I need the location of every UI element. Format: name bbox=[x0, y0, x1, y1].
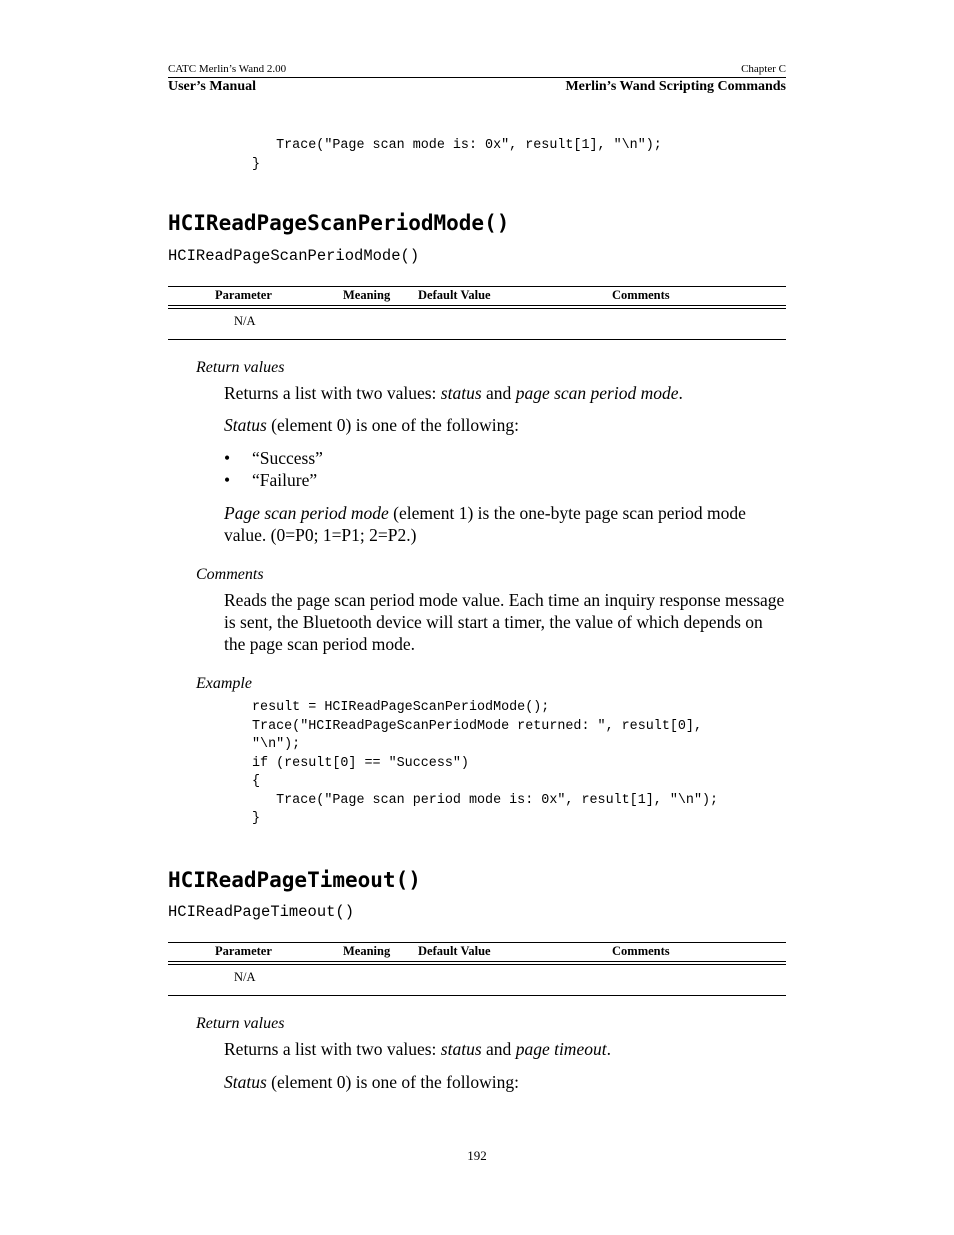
code-line: { bbox=[252, 774, 261, 789]
page-header bbox=[168, 62, 786, 96]
text-run: and bbox=[481, 383, 516, 403]
text-run: . bbox=[606, 1039, 611, 1059]
text-run: (element 0) is one of the following: bbox=[266, 1072, 520, 1092]
column-header-meaning: Meaning bbox=[343, 944, 391, 958]
code-line: Trace("Page scan period mode is: 0x", result[1], "\n"); bbox=[252, 792, 719, 808]
header-chapter: Chapter C bbox=[741, 63, 786, 75]
table-bottom-rule bbox=[168, 995, 786, 996]
code-line: } bbox=[252, 156, 261, 172]
section-title: HCIReadPageTimeout() bbox=[168, 868, 421, 892]
function-signature: HCIReadPageTimeout() bbox=[168, 903, 355, 921]
code-continuation bbox=[252, 137, 662, 174]
example-heading: Example bbox=[196, 675, 252, 692]
code-line: Trace("Page scan mode is: 0x", result[1], "\n"); bbox=[252, 138, 662, 153]
text-run: . bbox=[678, 383, 683, 403]
list-item bbox=[224, 469, 317, 491]
text-run-italic: page timeout bbox=[515, 1039, 607, 1059]
header-bottom-row bbox=[168, 78, 786, 96]
column-header-parameter: Parameter bbox=[215, 288, 272, 302]
return-values-text bbox=[224, 382, 786, 404]
text-run-italic: Status bbox=[224, 1072, 267, 1092]
code-line: "\n"); bbox=[252, 737, 301, 752]
return-values-heading: Return values bbox=[196, 1015, 285, 1032]
column-header-meaning: Meaning bbox=[343, 288, 391, 302]
comments-heading: Comments bbox=[196, 566, 264, 583]
parameter-table bbox=[168, 286, 786, 340]
list-item-text: “Success” bbox=[252, 448, 323, 468]
section-title: HCIReadPageScanPeriodMode() bbox=[168, 211, 510, 235]
column-header-comments: Comments bbox=[612, 944, 670, 958]
column-header-default-value: Default Value bbox=[418, 288, 491, 302]
return-values-text bbox=[224, 1038, 786, 1060]
column-header-default-value: Default Value bbox=[418, 944, 491, 958]
table-header-row bbox=[168, 943, 786, 961]
text-run: and bbox=[481, 1039, 516, 1059]
header-top-row bbox=[168, 62, 786, 76]
function-signature: HCIReadPageScanPeriodMode() bbox=[168, 247, 420, 265]
text-run: (element 1) is the one-byte page scan period mode value. (0=P0; 1=P1; 2=P2.) bbox=[224, 503, 746, 545]
text-run-italic: status bbox=[440, 1039, 482, 1059]
table-bottom-rule bbox=[168, 339, 786, 340]
bullet-mark: • bbox=[224, 448, 231, 468]
column-header-parameter: Parameter bbox=[215, 944, 272, 958]
text-run-italic: Page scan period mode bbox=[224, 503, 389, 523]
bullet-mark: • bbox=[224, 470, 231, 490]
column-header-comments: Comments bbox=[612, 288, 670, 302]
code-line: } bbox=[252, 811, 261, 826]
code-line: result = HCIReadPageScanPeriodMode(); bbox=[252, 700, 550, 715]
status-description bbox=[224, 414, 786, 436]
example-code bbox=[252, 699, 718, 829]
header-section: Merlin’s Wand Scripting Commands bbox=[565, 79, 786, 94]
page-number: 192 bbox=[467, 1148, 487, 1163]
text-run: Returns a list with two values: bbox=[224, 1039, 441, 1059]
code-line: if (result[0] == "Success") bbox=[252, 755, 469, 771]
text-run-italic: page scan period mode bbox=[515, 383, 679, 403]
header-product: CATC Merlin’s Wand 2.00 bbox=[168, 63, 287, 75]
text-run-italic: Status bbox=[224, 415, 267, 435]
list-item-text: “Failure” bbox=[252, 470, 318, 490]
return-values-heading: Return values bbox=[196, 359, 285, 376]
text-run: (element 0) is one of the following: bbox=[266, 415, 520, 435]
table-cell-parameter: N/A bbox=[234, 314, 256, 328]
table-cell-parameter: N/A bbox=[234, 970, 256, 984]
header-manual: User’s Manual bbox=[168, 79, 257, 94]
table-row bbox=[168, 965, 786, 995]
text-run: Returns a list with two values: bbox=[224, 383, 441, 403]
parameter-table bbox=[168, 942, 786, 996]
list-item bbox=[224, 447, 323, 469]
text-run-italic: status bbox=[440, 383, 482, 403]
status-description bbox=[224, 1071, 786, 1093]
code-line: Trace("HCIReadPageScanPeriodMode returned: ", result[0], bbox=[252, 718, 702, 734]
comments-text: Reads the page scan period mode value. Each time an inquiry response message is sent, the Bluetooth device will start a timer, the value of which depends on the page scan period mode. bbox=[224, 590, 785, 654]
table-row bbox=[168, 309, 786, 339]
table-header-row bbox=[168, 287, 786, 305]
mode-description bbox=[224, 502, 786, 546]
